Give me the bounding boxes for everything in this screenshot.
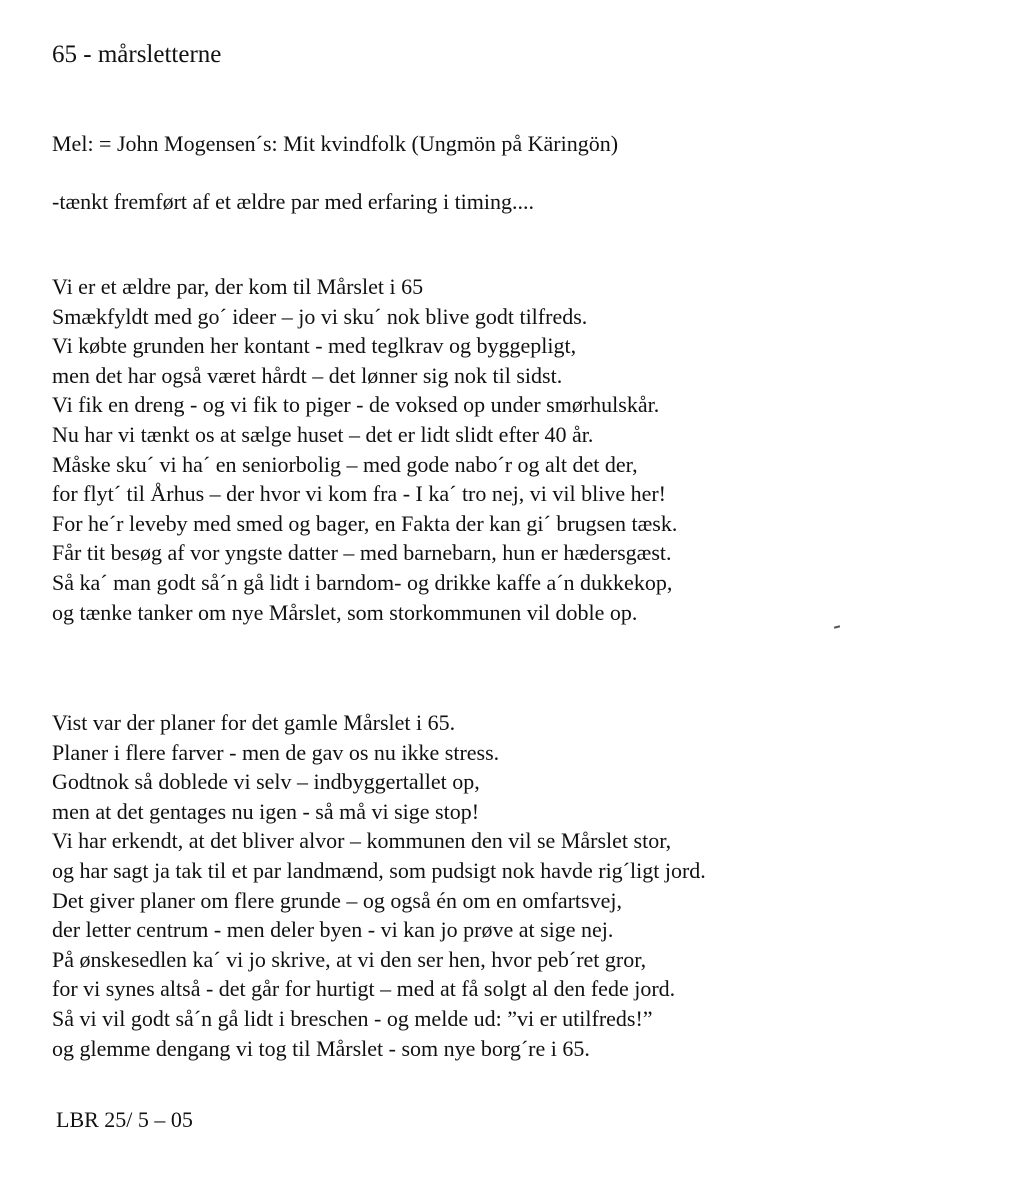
verse-line: der letter centrum - men deler byen - vi kan jo prøve at sige nej. xyxy=(52,917,614,943)
verse-line: Nu har vi tænkt os at sælge huset – det er lidt slidt efter 40 år. xyxy=(52,421,594,447)
verse-line: Så ka´ man godt så´n gå lidt i barndom- og drikke kaffe a´n dukkekop, xyxy=(52,569,673,595)
verse-line: Vist var der planer for det gamle Mårslet i 65. xyxy=(52,710,456,735)
verse-line: men det har også været hårdt – det lønner sig nok til sidst. xyxy=(52,362,563,388)
stanza-2 xyxy=(52,708,706,1063)
song-title: 65 - mårsletterne xyxy=(52,41,222,68)
verse-line: for vi synes altså - det går for hurtigt – med at få solgt al den fede jord. xyxy=(52,976,676,1002)
melody-line: Mel: = John Mogensen´s: Mit kvindfolk (Ungmön på Käringön) xyxy=(52,131,619,156)
verse-line: Vi er et ældre par, der kom til Mårslet i 65 xyxy=(52,274,424,299)
verse-line: Vi har erkendt, at det bliver alvor – kommunen den vil se Mårslet stor, xyxy=(52,828,672,854)
verse-line: men at det gentages nu igen - så må vi sige stop! xyxy=(52,798,480,824)
scan-speck xyxy=(834,625,840,628)
verse-line: for flyt´ til Århus – der hvor vi kom fra - I ka´ tro nej, vi vil blive her! xyxy=(52,481,667,507)
verse-line: og glemme dengang vi tog til Mårslet - som nye borg´re i 65. xyxy=(52,1035,590,1061)
verse-line: Får tit besøg af vor yngste datter – med barnebarn, hun er hædersgæst. xyxy=(52,540,672,566)
performance-note: -tænkt fremført af et ældre par med erfaring i timing.... xyxy=(52,189,535,214)
stanza-1 xyxy=(52,272,677,627)
verse-line: Godtnok så doblede vi selv – indbyggertallet op, xyxy=(52,769,480,795)
verse-line: og har sagt ja tak til et par landmænd, som pudsigt nok havde rig´ligt jord. xyxy=(52,857,706,883)
verse-line: For he´r leveby med smed og bager, en Fakta der kan gi´ brugsen tæsk. xyxy=(52,510,678,536)
signature-date: LBR 25/ 5 – 05 xyxy=(56,1107,193,1132)
verse-line: Det giver planer om flere grunde – og også én om en omfartsvej, xyxy=(52,887,622,913)
verse-line: Planer i flere farver - men de gav os nu ikke stress. xyxy=(52,739,500,765)
verse-line: Så vi vil godt så´n gå lidt i breschen - og melde ud: ”vi er utilfreds!” xyxy=(52,1005,653,1031)
verse-line: og tænke tanker om nye Mårslet, som storkommunen vil doble op. xyxy=(52,599,638,625)
verse-line: Måske sku´ vi ha´ en seniorbolig – med gode nabo´r og alt det der, xyxy=(52,451,638,477)
verse-line: Smækfyldt med go´ ideer – jo vi sku´ nok blive godt tilfreds. xyxy=(52,303,588,329)
verse-line: På ønskesedlen ka´ vi jo skrive, at vi den ser hen, hvor peb´ret gror, xyxy=(52,946,647,972)
verse-line: Vi købte grunden her kontant - med teglkrav og byggepligt, xyxy=(52,333,577,359)
verse-line: Vi fik en dreng - og vi fik to piger - de voksed op under smørhulskår. xyxy=(52,392,660,418)
